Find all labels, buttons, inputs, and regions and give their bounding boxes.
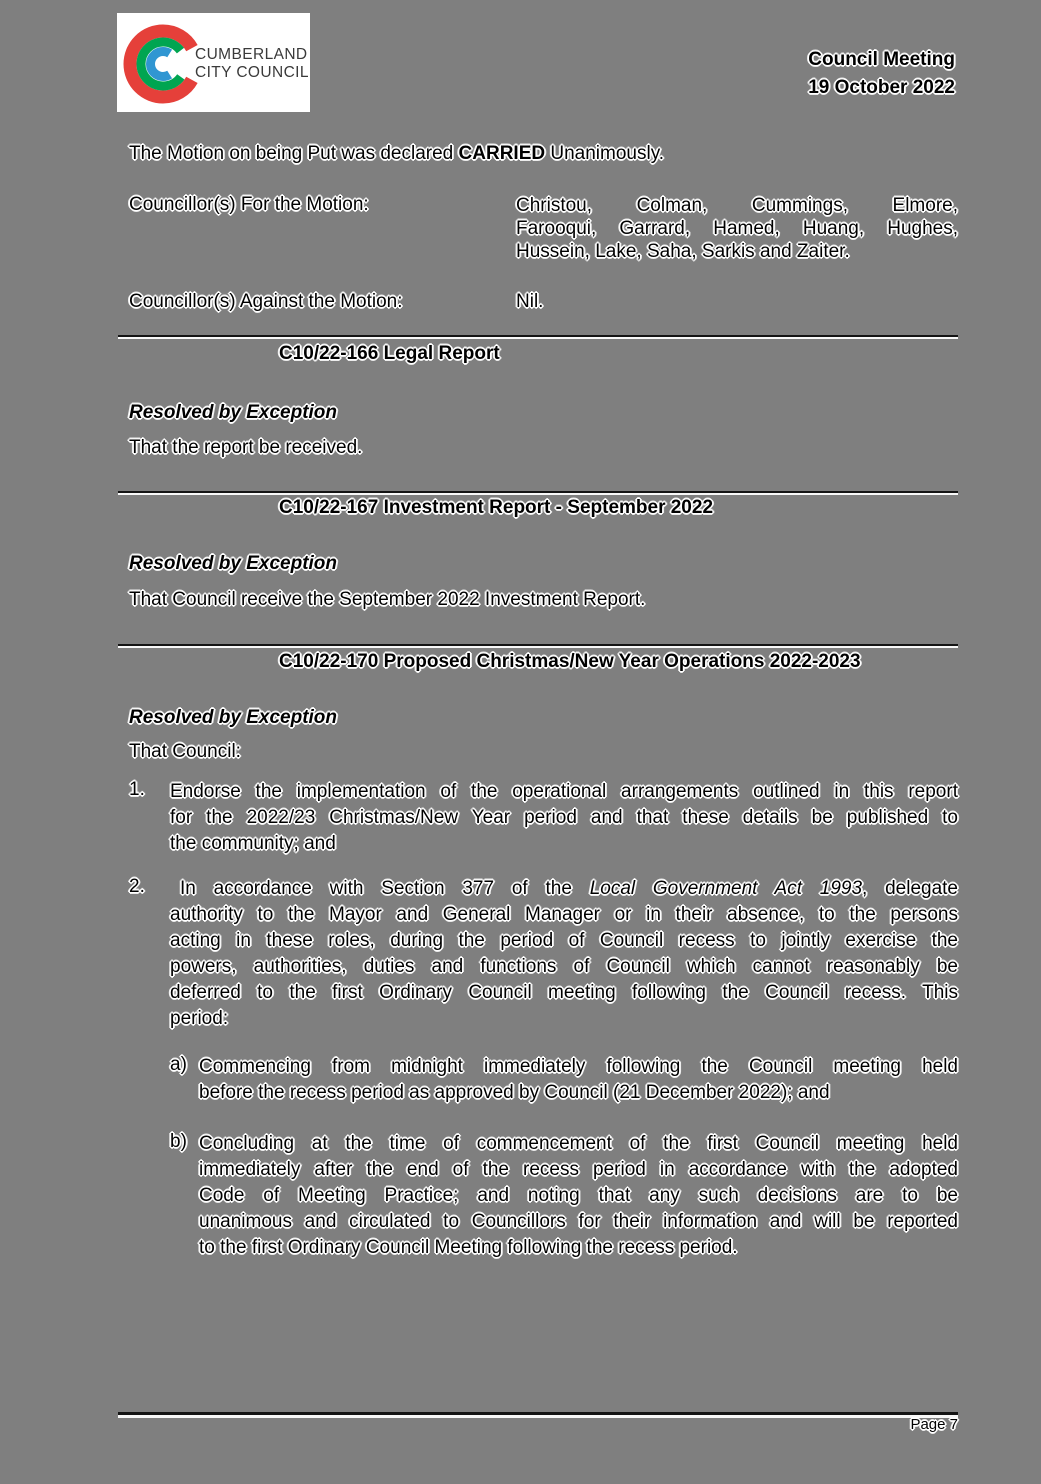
list-item-line: authority to the Mayor and General Manager or in their absence, to the persons — [170, 904, 958, 925]
sub-item-line: Commencing from midnight immediately following the Council meeting held — [199, 1056, 958, 1077]
list-item-line: for the 2022/23 Christmas/New Year period and that these details be published to — [170, 807, 958, 828]
list-item-line — [170, 876, 958, 902]
logo-line1: CUMBERLAND — [195, 46, 308, 63]
list-item-line-pre: In accordance with Section 377 of the — [180, 878, 590, 899]
votes-against-label: Councillor(s) Against the Motion: — [129, 291, 403, 312]
meeting-title: Council Meeting — [808, 49, 955, 70]
section-title: C10/22-167 Investment Report - September 2022 — [279, 497, 714, 518]
section-body: That Council receive the September 2022 Investment Report. — [129, 589, 646, 610]
sub-item-text — [199, 1054, 958, 1106]
section-body: That Council: — [129, 741, 241, 762]
votes-for-line: Hussein, Lake, Saha, Sarkis and Zaiter. — [516, 241, 850, 262]
sub-item-line: immediately after the end of the recess period in accordance with the adopted — [199, 1159, 958, 1180]
motion-result-emphasis: CARRIED — [458, 143, 546, 164]
votes-for-label: Councillor(s) For the Motion: — [129, 194, 369, 215]
meeting-date: 19 October 2022 — [808, 77, 955, 98]
list-item-line: acting in these roles, during the period of Council recess to jointly exercise the — [170, 930, 958, 951]
sub-item-line: Code of Meeting Practice; and noting that any such decisions are to be — [199, 1185, 958, 1206]
logo-wordmark — [195, 46, 309, 82]
list-item-text — [170, 876, 958, 1032]
section-divider — [118, 335, 958, 337]
section-title: C10/22-166 Legal Report — [279, 343, 500, 364]
section-body: That the report be received. — [129, 437, 363, 458]
sub-item-line: before the recess period as approved by Council (21 December 2022); and — [199, 1082, 830, 1103]
sub-item-line: unanimous and circulated to Councillors for their information and will be reported — [199, 1211, 958, 1232]
council-logo-icon — [123, 17, 205, 109]
list-item-marker: 2. — [129, 876, 145, 897]
resolved-by-exception-label: Resolved by Exception — [129, 707, 338, 728]
list-item-line-post: , delegate — [862, 878, 958, 899]
sub-item-line: to the first Ordinary Council Meeting following the recess period. — [199, 1237, 738, 1258]
votes-for-line: Christou, Colman, Cummings, Elmore, — [516, 195, 958, 216]
sub-item-text — [199, 1131, 958, 1261]
votes-for-names — [516, 194, 958, 263]
logo — [117, 13, 310, 112]
resolved-by-exception-label: Resolved by Exception — [129, 553, 338, 574]
list-item-marker: 1. — [129, 779, 145, 800]
list-item-line: powers, authorities, duties and functions of Council which cannot reasonably be — [170, 956, 958, 977]
sub-item-marker: b) — [170, 1131, 187, 1152]
list-item-line: deferred to the first Ordinary Council meeting following the Council recess. This — [170, 982, 958, 1003]
header-meta — [655, 46, 955, 102]
votes-against-value: Nil. — [516, 291, 544, 312]
sub-item-line: Concluding at the time of commencement of the first Council meeting held — [199, 1133, 958, 1154]
motion-result-pre: The Motion on being Put was declared — [129, 143, 459, 164]
act-title-italic: Local Government Act 1993 — [589, 878, 863, 899]
list-item-text — [170, 779, 958, 857]
motion-result-line — [129, 143, 959, 165]
resolved-by-exception-label: Resolved by Exception — [129, 402, 338, 423]
footer-divider — [118, 1412, 958, 1415]
section-title: C10/22-170 Proposed Christmas/New Year Operations 2022-2023 — [279, 651, 861, 672]
section-divider — [118, 644, 958, 646]
section-divider — [118, 491, 958, 493]
votes-for-line: Farooqui, Garrard, Hamed, Huang, Hughes, — [516, 218, 958, 239]
logo-line2: CITY COUNCIL — [195, 64, 309, 81]
list-item-line: period: — [170, 1008, 229, 1029]
list-item-line: Endorse the implementation of the operational arrangements outlined in this report — [170, 781, 958, 802]
motion-result-post: Unanimously. — [545, 143, 665, 164]
sub-item-marker: a) — [170, 1054, 187, 1075]
page-number: Page 7 — [910, 1416, 958, 1433]
list-item-line: the community; and — [170, 833, 336, 854]
